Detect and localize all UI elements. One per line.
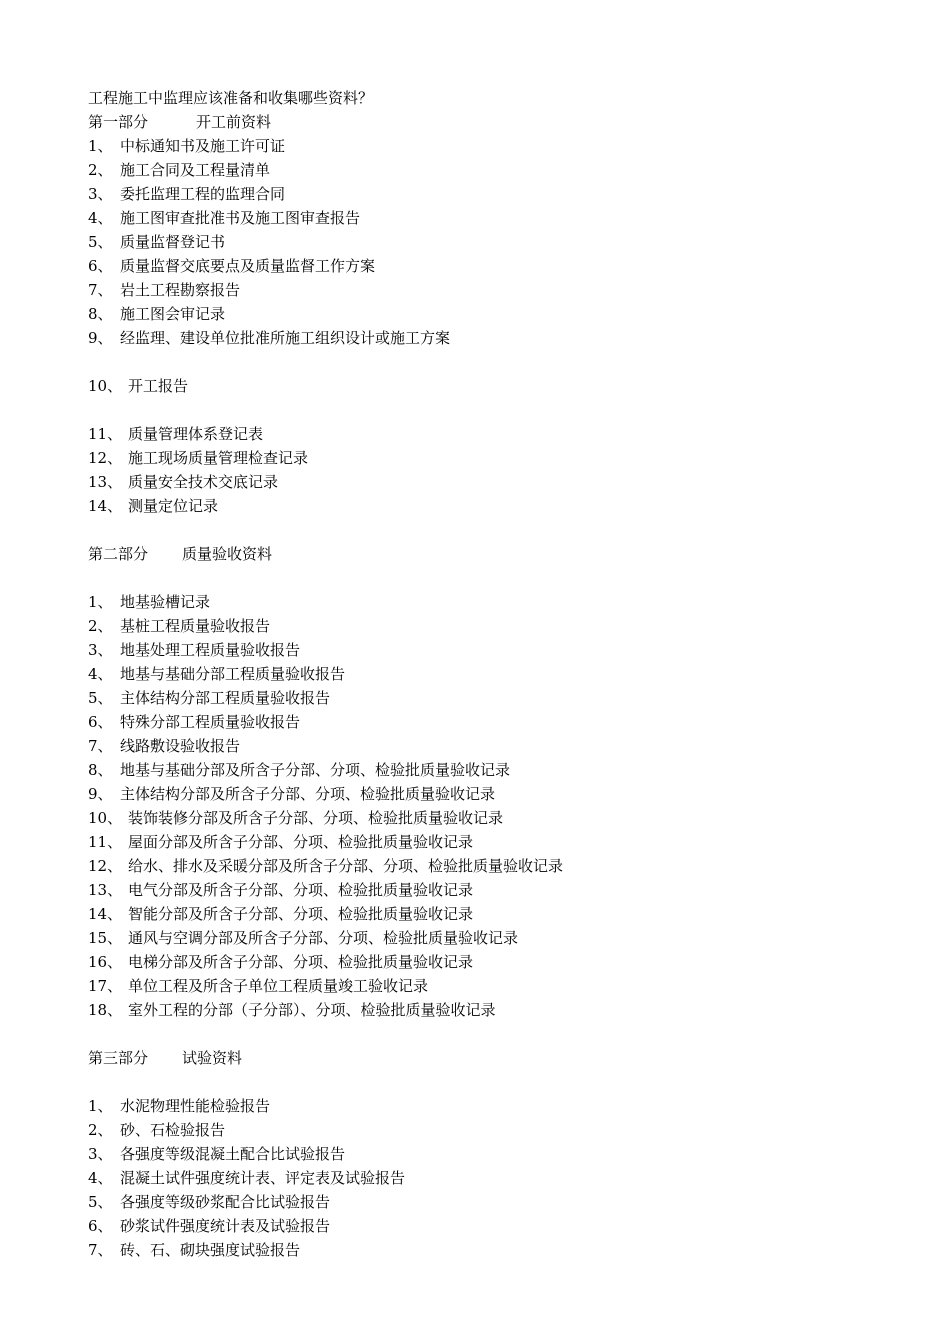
list-item [88, 230, 888, 254]
list-item [88, 638, 888, 662]
list-item [88, 326, 888, 350]
item-number: 2、 [88, 161, 113, 179]
item-number: 9、 [88, 329, 113, 347]
section-heading [88, 1046, 888, 1070]
blank-line [88, 350, 888, 374]
list-item [88, 686, 888, 710]
item-number: 7、 [88, 1241, 113, 1259]
item-number: 8、 [88, 761, 113, 779]
item-text: 质量管理体系登记表 [128, 425, 264, 443]
list-item [88, 710, 888, 734]
item-number: 10、 [88, 809, 123, 827]
blank-line [88, 1070, 888, 1094]
list-item [88, 446, 888, 470]
item-number: 7、 [88, 737, 113, 755]
list-item [88, 902, 888, 926]
item-text: 砂、石检验报告 [120, 1121, 226, 1139]
item-text: 中标通知书及施工许可证 [120, 137, 286, 155]
list-item [88, 662, 888, 686]
item-text: 装饰装修分部及所含子分部、分项、检验批质量验收记录 [128, 809, 504, 827]
item-text: 委托监理工程的监理合同 [120, 185, 286, 203]
list-item [88, 1166, 888, 1190]
item-text: 地基与基础分部工程质量验收报告 [120, 665, 346, 683]
item-number: 2、 [88, 617, 113, 635]
item-text: 地基验槽记录 [120, 593, 211, 611]
item-text: 室外工程的分部（子分部）、分项、检验批质量验收记录 [128, 1001, 496, 1019]
list-item [88, 494, 888, 518]
item-number: 2、 [88, 1121, 113, 1139]
item-number: 12、 [88, 857, 123, 875]
item-number: 3、 [88, 185, 113, 203]
item-number: 7、 [88, 281, 113, 299]
list-item [88, 614, 888, 638]
list-item [88, 278, 888, 302]
list-item [88, 1142, 888, 1166]
item-text: 各强度等级混凝土配合比试验报告 [120, 1145, 346, 1163]
item-number: 6、 [88, 713, 113, 731]
section-heading [88, 110, 888, 134]
list-item [88, 182, 888, 206]
item-text: 经监理、建设单位批准所施工组织设计或施工方案 [120, 329, 451, 347]
item-text: 基桩工程质量验收报告 [120, 617, 271, 635]
item-text: 给水、排水及采暖分部及所含子分部、分项、检验批质量验收记录 [128, 857, 564, 875]
list-item [88, 758, 888, 782]
item-text: 通风与空调分部及所含子分部、分项、检验批质量验收记录 [128, 929, 519, 947]
item-number: 1、 [88, 1097, 113, 1115]
list-item [88, 1214, 888, 1238]
item-number: 4、 [88, 1169, 113, 1187]
item-number: 16、 [88, 953, 123, 971]
item-number: 11、 [88, 425, 123, 443]
item-text: 水泥物理性能检验报告 [120, 1097, 271, 1115]
item-text: 单位工程及所含子单位工程质量竣工验收记录 [128, 977, 429, 995]
item-text: 混凝土试件强度统计表、评定表及试验报告 [120, 1169, 406, 1187]
item-text: 特殊分部工程质量验收报告 [120, 713, 301, 731]
list-item [88, 854, 888, 878]
blank-line [88, 518, 888, 542]
list-item [88, 950, 888, 974]
item-number: 3、 [88, 1145, 113, 1163]
item-text: 施工现场质量管理检查记录 [128, 449, 309, 467]
item-number: 5、 [88, 689, 113, 707]
section-name: 试验资料 [182, 1049, 243, 1067]
item-number: 11、 [88, 833, 123, 851]
list-item [88, 734, 888, 758]
item-text: 主体结构分部工程质量验收报告 [120, 689, 331, 707]
list-item [88, 590, 888, 614]
item-number: 14、 [88, 905, 123, 923]
item-text: 施工图会审记录 [120, 305, 226, 323]
blank-line [88, 398, 888, 422]
document-page [88, 86, 888, 1262]
item-text: 各强度等级砂浆配合比试验报告 [120, 1193, 331, 1211]
blank-line [88, 1022, 888, 1046]
list-item [88, 926, 888, 950]
item-text: 智能分部及所含子分部、分项、检验批质量验收记录 [128, 905, 474, 923]
list-item [88, 206, 888, 230]
document-title: 工程施工中监理应该准备和收集哪些资料？ [88, 89, 374, 107]
item-number: 1、 [88, 593, 113, 611]
item-text: 地基处理工程质量验收报告 [120, 641, 301, 659]
item-number: 10、 [88, 377, 123, 395]
item-text: 砂浆试件强度统计表及试验报告 [120, 1217, 331, 1235]
item-text: 岩土工程勘察报告 [120, 281, 241, 299]
section-heading [88, 542, 888, 566]
item-number: 15、 [88, 929, 123, 947]
list-item [88, 830, 888, 854]
item-text: 施工图审查批准书及施工图审查报告 [120, 209, 361, 227]
list-item [88, 1238, 888, 1262]
section-label: 第一部分 [88, 113, 149, 131]
item-text: 电梯分部及所含子分部、分项、检验批质量验收记录 [128, 953, 474, 971]
list-item [88, 1094, 888, 1118]
item-number: 6、 [88, 1217, 113, 1235]
item-number: 9、 [88, 785, 113, 803]
list-item [88, 422, 888, 446]
item-number: 5、 [88, 233, 113, 251]
item-number: 8、 [88, 305, 113, 323]
list-item [88, 878, 888, 902]
list-item [88, 470, 888, 494]
section-label: 第三部分 [88, 1049, 149, 1067]
item-number: 3、 [88, 641, 113, 659]
list-item [88, 374, 888, 398]
item-number: 4、 [88, 665, 113, 683]
item-text: 电气分部及所含子分部、分项、检验批质量验收记录 [128, 881, 474, 899]
item-number: 13、 [88, 473, 123, 491]
item-text: 主体结构分部及所含子分部、分项、检验批质量验收记录 [120, 785, 496, 803]
item-number: 12、 [88, 449, 123, 467]
item-number: 4、 [88, 209, 113, 227]
item-number: 14、 [88, 497, 123, 515]
item-number: 6、 [88, 257, 113, 275]
item-number: 13、 [88, 881, 123, 899]
item-text: 屋面分部及所含子分部、分项、检验批质量验收记录 [128, 833, 474, 851]
blank-line [88, 566, 888, 590]
item-text: 地基与基础分部及所含子分部、分项、检验批质量验收记录 [120, 761, 511, 779]
item-number: 18、 [88, 1001, 123, 1019]
list-item [88, 134, 888, 158]
item-number: 1、 [88, 137, 113, 155]
item-number: 5、 [88, 1193, 113, 1211]
list-item [88, 158, 888, 182]
list-item [88, 254, 888, 278]
item-text: 测量定位记录 [128, 497, 219, 515]
section-name: 质量验收资料 [182, 545, 273, 563]
list-item [88, 974, 888, 998]
list-item [88, 1190, 888, 1214]
item-text: 质量监督交底要点及质量监督工作方案 [120, 257, 376, 275]
section-label: 第二部分 [88, 545, 149, 563]
list-item [88, 998, 888, 1022]
item-text: 开工报告 [128, 377, 189, 395]
list-item [88, 302, 888, 326]
item-text: 施工合同及工程量清单 [120, 161, 271, 179]
item-text: 质量安全技术交底记录 [128, 473, 279, 491]
item-text: 质量监督登记书 [120, 233, 226, 251]
list-item [88, 782, 888, 806]
section-name: 开工前资料 [196, 113, 272, 131]
item-text: 砖、石、砌块强度试验报告 [120, 1241, 301, 1259]
list-item [88, 806, 888, 830]
item-text: 线路敷设验收报告 [120, 737, 241, 755]
item-number: 17、 [88, 977, 123, 995]
list-item [88, 1118, 888, 1142]
